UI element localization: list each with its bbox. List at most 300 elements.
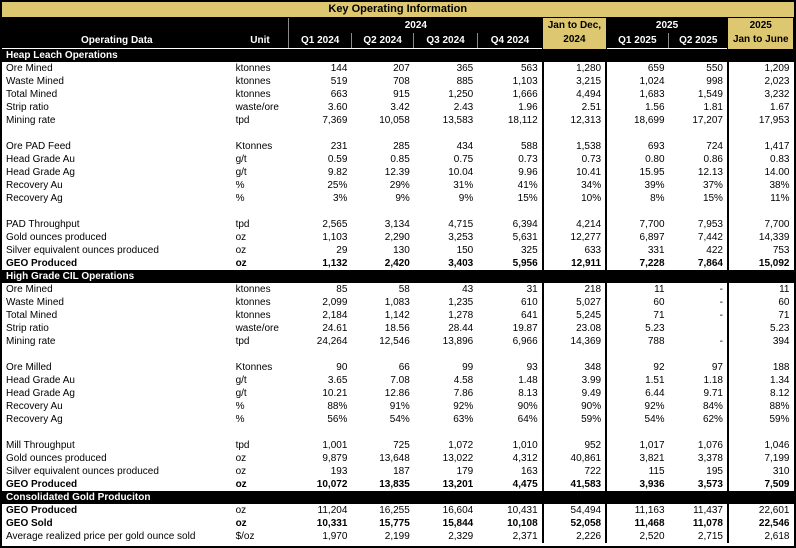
spacer-cell (232, 205, 289, 218)
section-header-row (2, 491, 794, 504)
section-header: Heap Leach Operations (2, 49, 794, 63)
cell-value: 8.12 (728, 387, 794, 400)
cell-value: 2,099 (322, 297, 348, 308)
cell-value: 25% (327, 180, 348, 191)
cell-value: 85 (336, 284, 348, 295)
cell-value: 394 (728, 335, 794, 348)
cell-value: 54% (606, 413, 668, 426)
row-unit: Ktonnes (235, 141, 273, 152)
cell-value: 1,046 (728, 439, 794, 452)
cell-value: 915 (393, 89, 410, 100)
cell-value: 38% (728, 179, 794, 192)
section-header-row (2, 270, 794, 283)
spacer-cell (414, 205, 477, 218)
cell-value: 550 (706, 63, 723, 74)
cell-value: 4,475 (512, 479, 538, 490)
cell-value: 3,821 (606, 452, 668, 465)
cell-value: 88% (728, 400, 794, 413)
cell-value: 39% (606, 179, 668, 192)
cell-value: 1,666 (512, 89, 538, 100)
cell-value: 1,250 (448, 89, 474, 100)
cell-value: 90 (336, 362, 348, 373)
spacer-cell (669, 348, 728, 361)
cell-value: 1,010 (512, 440, 538, 451)
unit-header: Unit (232, 33, 289, 49)
cell-value: 193 (330, 466, 348, 477)
cell-value: 12.13 (697, 167, 723, 178)
cell-value: 59% (728, 413, 794, 426)
cell-value: 40,861 (543, 452, 606, 465)
row-label: Silver equivalent ounces produced (6, 466, 159, 477)
cell-value: 16,255 (379, 505, 410, 516)
cell-value: 12,911 (543, 257, 606, 270)
data-row (2, 309, 794, 322)
cell-value: 1.81 (703, 102, 723, 113)
cell-value: 663 (330, 89, 348, 100)
cell-value: 62% (702, 414, 723, 425)
cell-value: 2,520 (606, 530, 668, 543)
cell-value: 60 (606, 296, 668, 309)
cell-value: 1,142 (384, 310, 410, 321)
cell-value: 422 (706, 245, 723, 256)
row-label: Total Mined (6, 89, 58, 100)
row-unit: oz (235, 479, 247, 490)
cell-value: 97 (711, 362, 723, 373)
spacer-cell (477, 205, 542, 218)
cell-value: 31% (453, 180, 474, 191)
cell-value: 7.86 (453, 388, 474, 399)
data-row (2, 439, 794, 452)
spacer-cell (669, 205, 728, 218)
cell-value: 2,199 (384, 531, 410, 542)
cell-value: 15% (702, 193, 723, 204)
cell-value: 3,573 (697, 479, 723, 490)
cell-value: 93 (526, 362, 538, 373)
cell-value: 4,494 (543, 88, 606, 101)
data-row (2, 465, 794, 478)
row-unit: tpd (235, 336, 250, 347)
row-label: Head Grade Ag (6, 167, 75, 178)
cell-value: 63% (453, 414, 474, 425)
header-blank (2, 18, 289, 34)
spacer-cell (543, 426, 606, 439)
data-row (2, 530, 794, 543)
cell-value: 195 (706, 466, 723, 477)
row-unit: oz (235, 232, 247, 243)
cell-value: 10.21 (322, 388, 348, 399)
data-row (2, 88, 794, 101)
spacer-row (2, 127, 794, 140)
cell-value: 18.56 (384, 323, 410, 334)
cell-value: 11,163 (606, 504, 668, 517)
cell-value: 11,204 (317, 505, 348, 516)
cell-value: 4,312 (512, 453, 538, 464)
spacer-cell (477, 348, 542, 361)
data-row (2, 218, 794, 231)
data-row (2, 179, 794, 192)
data-row (2, 387, 794, 400)
cell-value: 1,083 (384, 297, 410, 308)
cell-value: 1,076 (697, 440, 723, 451)
spacer-cell (477, 127, 542, 140)
cell-value: 17,207 (692, 115, 723, 126)
cell-value: 3.42 (390, 102, 410, 113)
cell-value: 1,549 (697, 89, 723, 100)
cell-value: 3.60 (327, 102, 348, 113)
row-label: Total Mined (6, 310, 58, 321)
spacer-row (2, 426, 794, 439)
cell-value: 6,966 (512, 336, 538, 347)
spacer-cell (728, 348, 794, 361)
cell-value: 22,601 (728, 504, 794, 517)
cell-value: 3.99 (543, 374, 606, 387)
spacer-cell (414, 127, 477, 140)
operating-data-table (2, 2, 794, 543)
cell-value: - (719, 336, 723, 347)
cell-value: 2,184 (322, 310, 348, 321)
cell-value: 7.08 (390, 375, 410, 386)
cell-value: 16,604 (442, 505, 474, 516)
cell-value: 0.73 (543, 153, 606, 166)
row-label: Recovery Au (6, 180, 63, 191)
cell-value: 1,278 (448, 310, 474, 321)
cell-value: 163 (521, 466, 538, 477)
jan-to-dec-line2: 2024 (563, 34, 586, 46)
cell-value: 130 (393, 245, 410, 256)
row-label: Strip ratio (6, 102, 49, 113)
cell-value: 6,897 (606, 231, 668, 244)
cell-value: 1,209 (728, 62, 794, 75)
cell-value: 12,277 (543, 231, 606, 244)
cell-value: 115 (606, 465, 668, 478)
cell-value: 8% (606, 192, 668, 205)
cell-value: 150 (456, 245, 474, 256)
spacer-cell (289, 348, 351, 361)
cell-value: 1.48 (518, 375, 538, 386)
cell-value: 52,058 (543, 517, 606, 530)
row-unit: Ktonnes (235, 362, 273, 373)
cell-value: - (719, 297, 723, 308)
row-unit: g/t (235, 375, 247, 386)
cell-value: 1,683 (606, 88, 668, 101)
table-body (2, 49, 794, 544)
spacer-cell (414, 348, 477, 361)
cell-value: 3.65 (327, 375, 348, 386)
cell-value: 0.85 (390, 154, 410, 165)
cell-value: 13,583 (442, 115, 474, 126)
data-row (2, 244, 794, 257)
cell-value: 9.71 (703, 388, 723, 399)
row-unit: tpd (235, 440, 250, 451)
cell-value: 724 (706, 141, 723, 152)
cell-value: 15.95 (606, 166, 668, 179)
spacer-cell (728, 426, 794, 439)
cell-value: 5.23 (606, 322, 668, 335)
q1-2024-header: Q1 2024 (289, 33, 351, 49)
cell-value: 1,072 (448, 440, 474, 451)
cell-value: - (719, 284, 723, 295)
data-row (2, 296, 794, 309)
spacer-cell (543, 348, 606, 361)
spacer-row (2, 348, 794, 361)
q4-2024-header: Q4 2024 (477, 33, 542, 49)
row-label: Recovery Ag (6, 193, 63, 204)
cell-value: 725 (393, 440, 410, 451)
cell-value: 2,618 (728, 530, 794, 543)
cell-value: 519 (330, 76, 348, 87)
cell-value: 4,715 (448, 219, 474, 230)
cell-value: 13,022 (442, 453, 474, 464)
cell-value: 54,494 (543, 504, 606, 517)
cell-value: 2,226 (543, 530, 606, 543)
cell-value: 18,699 (606, 114, 668, 127)
cell-value: 3,403 (448, 258, 474, 269)
row-unit: oz (235, 466, 247, 477)
cell-value: 6.44 (606, 387, 668, 400)
cell-value: 10,058 (379, 115, 410, 126)
spacer-cell (606, 127, 668, 140)
data-row (2, 101, 794, 114)
cell-value: 43 (462, 284, 474, 295)
cell-value: 23.08 (543, 322, 606, 335)
data-row (2, 283, 794, 296)
cell-value: 2.43 (453, 102, 474, 113)
cell-value: 7,369 (322, 115, 348, 126)
cell-value: 9% (458, 193, 474, 204)
cell-value: 15% (517, 193, 538, 204)
cell-value: 3,215 (543, 75, 606, 88)
cell-value: 3,232 (728, 88, 794, 101)
cell-value: 8.13 (518, 388, 538, 399)
cell-value: 0.83 (728, 153, 794, 166)
row-label: GEO Produced (6, 258, 78, 269)
cell-value: 99 (462, 362, 474, 373)
cell-value: 15,775 (379, 518, 410, 529)
cell-value: 885 (456, 76, 474, 87)
data-row (2, 75, 794, 88)
row-label: Recovery Ag (6, 414, 63, 425)
cell-value: 4.58 (453, 375, 474, 386)
spacer-cell (543, 127, 606, 140)
row-unit: ktonnes (235, 89, 271, 100)
cell-value: 13,201 (442, 479, 474, 490)
cell-value: 722 (543, 465, 606, 478)
cell-value: 29 (336, 245, 348, 256)
cell-value: 1.67 (728, 101, 794, 114)
cell-value: 231 (330, 141, 348, 152)
row-label: Ore Milled (6, 362, 52, 373)
cell-value: 1,103 (322, 232, 348, 243)
cell-value: 348 (543, 361, 606, 374)
cell-value: 0.73 (518, 154, 538, 165)
data-row (2, 322, 794, 335)
spacer-cell (414, 426, 477, 439)
row-unit: tpd (235, 115, 250, 126)
cell-value: 10.41 (543, 166, 606, 179)
spacer-cell (669, 426, 728, 439)
cell-value: 2,023 (728, 75, 794, 88)
spacer-cell (351, 127, 413, 140)
cell-value: 10,108 (507, 518, 538, 529)
row-label: GEO Produced (6, 505, 78, 516)
row-unit: waste/ore (235, 323, 279, 334)
cell-value: 365 (456, 63, 474, 74)
cell-value: 7,700 (606, 218, 668, 231)
row-unit: g/t (235, 167, 247, 178)
cell-value: 58 (398, 284, 410, 295)
row-unit: g/t (235, 154, 247, 165)
cell-value: 10.04 (448, 167, 474, 178)
row-label: GEO Produced (6, 479, 78, 490)
cell-value: 84% (702, 401, 723, 412)
cell-value: 91% (389, 401, 410, 412)
row-unit: waste/ore (235, 102, 279, 113)
row-label: PAD Throughput (6, 219, 80, 230)
table-title: Key Operating Information (2, 2, 794, 18)
cell-value: 708 (393, 76, 410, 87)
data-row (2, 192, 794, 205)
row-label: Average realized price per gold ounce sold (6, 531, 196, 542)
cell-value: 179 (456, 466, 474, 477)
operating-data-header: Operating Data (2, 33, 232, 49)
cell-value: 11 (606, 283, 668, 296)
cell-value: 59% (543, 413, 606, 426)
cell-value: 3,253 (448, 232, 474, 243)
cell-value: 693 (606, 140, 668, 153)
cell-value: 90% (543, 400, 606, 413)
cell-value: 7,864 (697, 258, 723, 269)
cell-value: 60 (728, 296, 794, 309)
cell-value: 285 (393, 141, 410, 152)
cell-value: 9.96 (518, 167, 538, 178)
cell-value: 10,072 (316, 479, 348, 490)
cell-value: 14,339 (728, 231, 794, 244)
year-group-2024: 2024 (289, 18, 543, 34)
row-unit: oz (235, 505, 247, 516)
cell-value: 218 (543, 283, 606, 296)
cell-value: 7,199 (728, 452, 794, 465)
cell-value: 11% (728, 192, 794, 205)
spacer-cell (232, 348, 289, 361)
cell-value: 1.18 (703, 375, 723, 386)
cell-value: 17,953 (728, 114, 794, 127)
spacer-cell (351, 205, 413, 218)
cell-value: 331 (606, 244, 668, 257)
cell-value: 12.39 (384, 167, 410, 178)
cell-value: 1,417 (728, 140, 794, 153)
data-row (2, 62, 794, 75)
data-row (2, 478, 794, 491)
cell-value: 2,371 (512, 531, 538, 542)
data-row (2, 114, 794, 127)
spacer-cell (232, 426, 289, 439)
cell-value: 90% (517, 401, 538, 412)
row-label: Head Grade Au (6, 154, 75, 165)
row-label: Strip ratio (6, 323, 49, 334)
cell-value (669, 322, 728, 335)
spacer-cell (2, 426, 232, 439)
row-label: GEO Sold (6, 518, 53, 529)
cell-value: 71 (606, 309, 668, 322)
cell-value: 3,378 (697, 453, 723, 464)
cell-value: 14.00 (728, 166, 794, 179)
cell-value: 12.86 (384, 388, 410, 399)
cell-value: 7,228 (606, 257, 668, 270)
cell-value: 1,017 (606, 439, 668, 452)
cell-value: 71 (728, 309, 794, 322)
cell-value: 2,565 (322, 219, 348, 230)
cell-value: 92% (453, 401, 474, 412)
cell-value: 4,214 (543, 218, 606, 231)
data-row (2, 231, 794, 244)
cell-value: 1,132 (322, 258, 348, 269)
cell-value: 325 (521, 245, 538, 256)
cell-value: 15,092 (728, 257, 794, 270)
spacer-cell (289, 127, 351, 140)
spacer-cell (606, 205, 668, 218)
cell-value: 13,835 (379, 479, 410, 490)
row-label: Ore PAD Feed (6, 141, 71, 152)
cell-value: 1.34 (728, 374, 794, 387)
cell-value: 11 (728, 283, 794, 296)
row-unit: ktonnes (235, 76, 271, 87)
cell-value: 9.82 (327, 167, 348, 178)
row-unit: tpd (235, 219, 250, 230)
row-label: Recovery Au (6, 401, 63, 412)
data-row (2, 140, 794, 153)
cell-value: 64% (517, 414, 538, 425)
cell-value: 10,331 (316, 518, 348, 529)
cell-value: 92 (606, 361, 668, 374)
row-unit: % (235, 180, 245, 191)
q2-2024-header: Q2 2024 (351, 33, 413, 49)
cell-value: 22,546 (728, 517, 794, 530)
data-row (2, 374, 794, 387)
cell-value: 7,953 (697, 219, 723, 230)
cell-value: 11,468 (606, 517, 668, 530)
year-group-2025: 2025 (606, 18, 728, 34)
spacer-cell (351, 426, 413, 439)
cell-value: 9.49 (543, 387, 606, 400)
row-label: Ore Mined (6, 63, 53, 74)
cell-value: 1,103 (512, 76, 538, 87)
cell-value: 0.86 (703, 154, 723, 165)
cell-value: 952 (543, 439, 606, 452)
cell-value: 187 (393, 466, 410, 477)
spacer-cell (728, 205, 794, 218)
cell-value: 2,420 (384, 258, 410, 269)
spacer-row (2, 205, 794, 218)
cell-value: 56% (327, 414, 348, 425)
cell-value: 1.96 (518, 102, 538, 113)
cell-value: 0.80 (606, 153, 668, 166)
spacer-cell (606, 348, 668, 361)
cell-value: 0.59 (327, 154, 348, 165)
row-unit: ktonnes (235, 63, 271, 74)
cell-value: 10,431 (507, 505, 538, 516)
cell-value: 588 (521, 141, 538, 152)
spacer-cell (351, 348, 413, 361)
cell-value: 788 (606, 335, 668, 348)
data-row (2, 153, 794, 166)
data-row (2, 166, 794, 179)
spacer-cell (669, 127, 728, 140)
spacer-cell (606, 426, 668, 439)
cell-value: 29% (389, 180, 410, 191)
cell-value: 10% (543, 192, 606, 205)
cell-value: 37% (702, 180, 723, 191)
cell-value: 11,078 (692, 518, 723, 529)
